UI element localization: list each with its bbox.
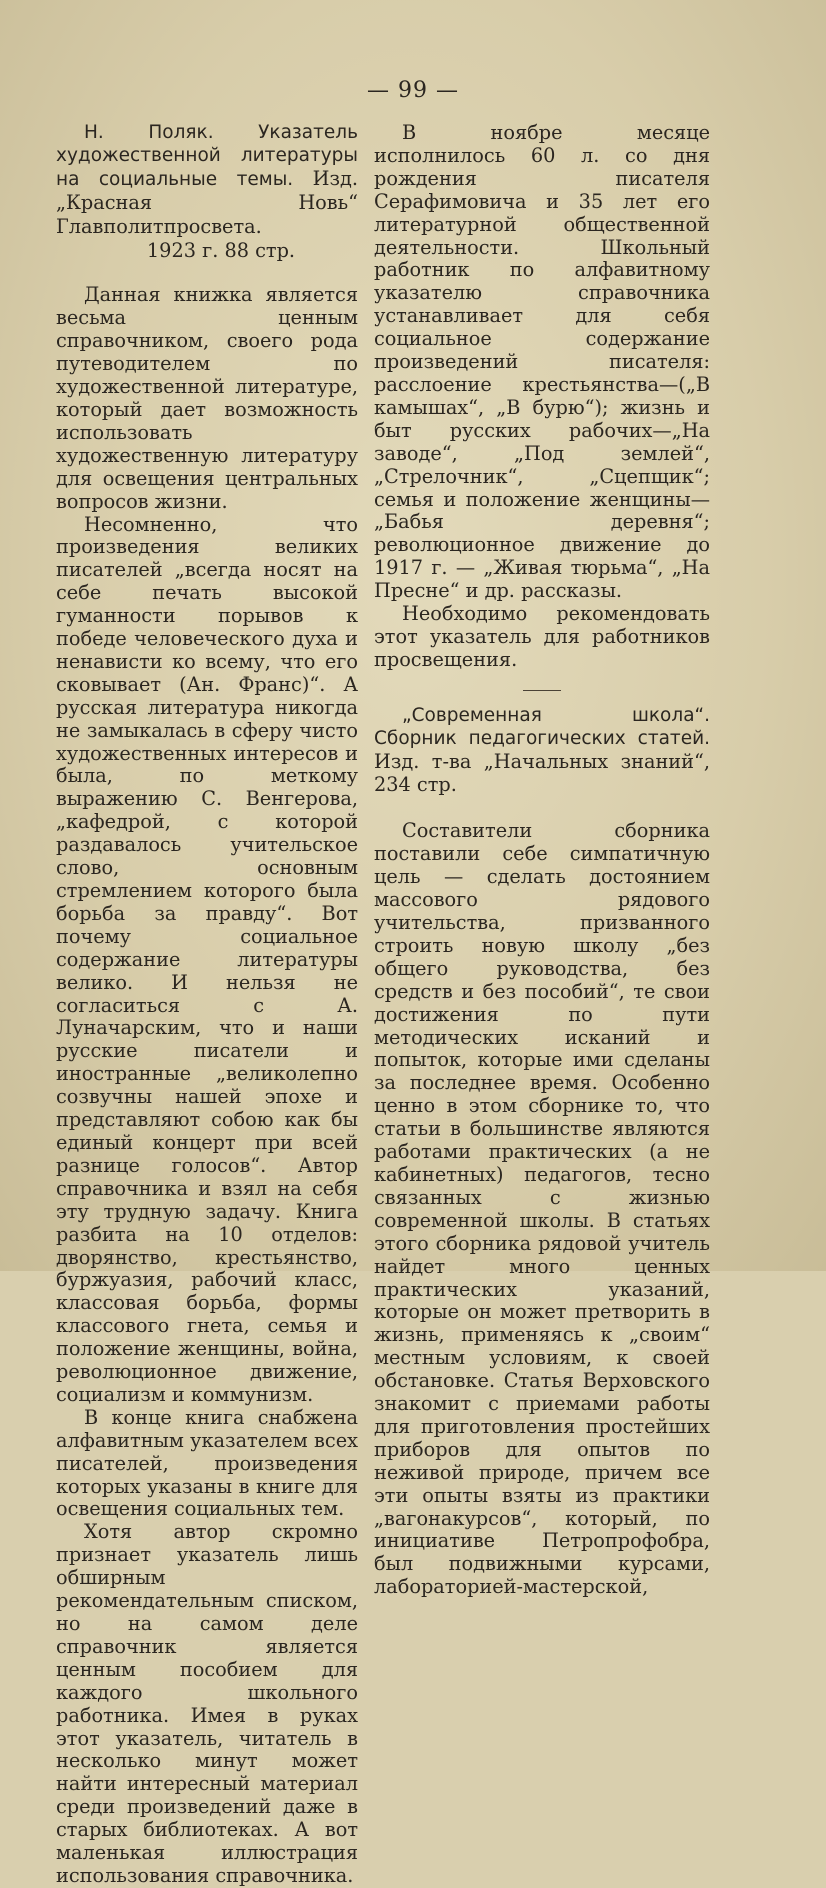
- review1-paragraph: Данная книжка является весьма ценным справочником, своего рода путеводителем по художественной литературе, который дает возможность использовать художественную литературу для освещения центральных вопросов жизни.: [56, 283, 358, 513]
- review2-heading-publisher: Изд. т-ва „Начальных знаний“, 234 стр.: [374, 749, 710, 797]
- spacer: [374, 798, 710, 820]
- review1-paragraph: В ноябре месяце исполнилось 60 л. со дня рождения писателя Серафимовича и 35 лет его литературной общественной деятельности. Школьный работник по алфавитному указателю справочника устанавливает для себя социальное содержание произведений писателя: расслоение крестьянства—(„В камышах“, „В бурю“); жизнь и быт русских рабочих—„На заводе“, „Под землей“, „Стрелочник“, „Сцепщик“; семья и положение женщины—„Бабья деревня“; революционное движение до 1917 г. — „Живая тюрьма“, „На Пресне“ и др. рассказы.: [374, 121, 710, 603]
- review2-heading: [374, 705, 710, 799]
- review1-paragraph: Необходимо рекомендовать этот указатель для работников просвещения.: [374, 602, 710, 671]
- review1-heading: [56, 122, 358, 240]
- review1-paragraph: В конце книга снабжена алфавитным указателем всех писателей, произведения которых указаны в книге для освещения социальных тем.: [56, 1405, 358, 1521]
- review1-paragraph: [56, 1521, 358, 1888]
- review2-heading-title: „Современная школа“. Сборник педагогических статей.: [374, 704, 710, 749]
- review2-paragraph: Составители сборника поставили себе симпатичную цель — сделать достоянием массового рядового учительства, призванного строить новую школу „без общего руководства, без средств и без пособий“, те свои достижения по пути методических исканий и попыток, которые ими сделаны за последнее время. Особенно ценно в этом сборнике то, что статьи в большинстве являются работами практических (а не кабинетных) педагогов, тесно связанных с жизнью современной школы. В статьях этого сборника рядовой учитель найдет много ценных практических указаний, которые он может претворить в жизнь, применяясь к „своим“ местным условиям, к своей обстановке. Статья Верховского знакомит с приемами работы для приготовления простейших приборов для опытов по неживой природе, причем все эти опыты взяты из практики „вагонакурсов“, который, по инициативе Петропрофобра, был подвижными курсами, лабораторией-мастерской,: [374, 819, 710, 1599]
- review1-heading-year: 1923 г. 88 стр.: [146, 238, 296, 262]
- section-divider: [523, 690, 561, 691]
- review1-paragraph-left-part: Хотя автор скромно признает указатель лишь обширным рекомендательным списком, но на самом деле справочник является ценным пособием для каждого школьного работника. Имея в руках этот указатель, читатель в несколько минут может найти интересный материал среди произведений даже в старых библиотеках. А вот маленькая иллюстрация использования справочника.: [56, 1520, 358, 1887]
- review1-heading-title: Н. Поляк. Указатель художественной литературы на социальные темы.: [56, 122, 358, 190]
- review1-heading-publisher: Изд. „Красная Новь“ Главполитпросвета.: [56, 166, 358, 238]
- review1-paragraph: Несомненно, что произведения великих писателей „всегда носят на себе печать высокой гуманности порывов к победе человеческого духа и ненависти ко всему, что его сковывает (Ан. Франс)“. А русская литература никогда не замыкалась в сферу чисто художественных интересов и была, по меткому выражению С. Венгерова, „кафедрой, с которой раздавалось учительское слово, основным стремлением которого была борьба за правду“. Вот почему социальное содержание литературы велико. И нельзя не согласиться с А. Луначарским, что и наши русские писатели и иностранные „великолепно созвучны нашей эпохе и представляют собою как бы единый концерт при всей разнице голосов“. Автор справочника и взял на себя эту трудную задачу. Книга разбита на 10 отделов: дворянство, крестьянство, буржуазия, рабочий класс, классовая борьба, формы классового гнета, семья и положение женщины, война, революционное движение, социализм и коммунизм.: [56, 512, 358, 1406]
- left-column: [56, 122, 358, 1888]
- right-column: [374, 122, 710, 1599]
- page-number: — 99 —: [367, 78, 459, 103]
- spacer: [56, 262, 358, 284]
